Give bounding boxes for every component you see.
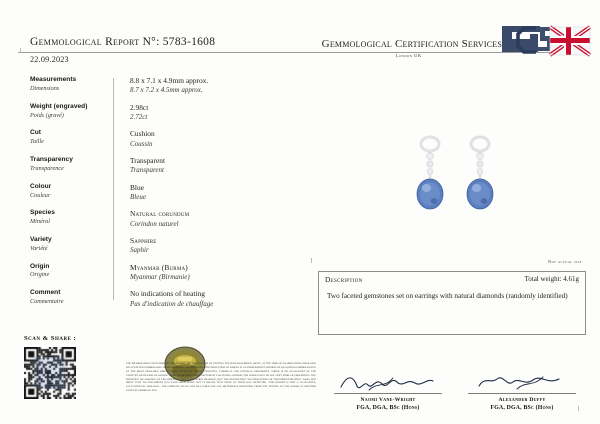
value-en: Cushion — [130, 129, 155, 139]
row-label — [30, 129, 108, 149]
label-en: Variety — [30, 235, 52, 243]
label-fr: Commentaire — [30, 298, 64, 306]
row-label — [30, 209, 108, 229]
signature-line — [468, 393, 576, 394]
row-label — [30, 103, 108, 123]
organization-location: London UK — [395, 53, 422, 58]
total-weight: Total weight: 4.61g — [524, 275, 579, 283]
row-label — [30, 156, 108, 176]
table-row — [30, 289, 312, 309]
value-en: Sapphire — [130, 235, 157, 245]
row-label — [30, 289, 108, 309]
row-label — [30, 76, 108, 96]
signature-block — [462, 372, 582, 413]
value-fr: Myanmar (Birmanie) — [130, 272, 190, 281]
row-value — [108, 129, 155, 149]
label-en: Origin — [30, 262, 50, 270]
page-title: Gemmological Report N°: 5783-1608 — [30, 36, 216, 48]
scan-share-label: Scan & Share : — [24, 335, 77, 342]
value-fr: Pas d'indication de chauffage — [130, 299, 214, 308]
edge-registration-mark — [578, 406, 579, 411]
value-fr: 2.72ct — [130, 113, 148, 122]
label-en: Transparency — [30, 155, 73, 163]
row-value — [108, 263, 190, 283]
table-row — [30, 263, 312, 283]
signatory-name: Alexander Duffy — [498, 397, 546, 403]
label-fr: Taille — [30, 138, 44, 146]
disclaimer-text: THE INFORMATION CONTAINED IN THIS REPORT ARE THE RESULTS OF TESTING THE ITEM DESCRIBED ABOVE, AT THE TIME OF EXAMINATION AND BASED ON ACCEPTED GEMMOLOGICAL INSTRUMENTS AND METHODS. THE INDICATION OF ORIGIN IS AN INDEPENDENT OPINION OF QUALIFIED GEMMOLOGISTS OF THE MOST PROBABLE ORIGIN USING INTERNAL CHARACTERISTICS, CHEMICAL AND PHYSICAL PROPERTIES. THERE IS NO GUARANTEE OF THE COUNTRY OR REGION OF ORIGIN. SOME GEMSTONES FROM DIFFERENT LOCATIONS AROUND THE WORLD MAY SHARE VERY SIMILAR PROPERTIES. THE PRESENCE OR ABSENCE OF TREATMENT IS INDICATED WHEN POSSIBLE, BUT THE INSCRIPTION "NO INDICATIONS OF TREATMENT/HEATING" DOES NOT IMPLY THAT NO TREATMENT HAS EVER BEEN MADE BUT IT MEANS THAT NONE OF THEM WAS DETECTED. THIS REPORT IS NOT A GUARANTEE, VALUATION OR APPRAISAL. THE COMPANY SHALL NOT BE LIABLE FOR ANY DIFFERENCE RESULTING FROM THE TESTING OF THE GOODS AT ANOTHER PARTY IN GEMROAD LTD. — [126, 362, 316, 393]
row-value — [108, 76, 208, 96]
value-en: Myanmar (Burma) — [130, 262, 188, 272]
row-value — [108, 103, 148, 123]
label-en: Measurements — [30, 76, 77, 83]
label-en: Cut — [30, 129, 41, 137]
signature-line — [334, 393, 442, 394]
report-title-block — [30, 36, 290, 48]
qr-code[interactable] — [24, 347, 76, 399]
earring-right-image — [456, 132, 504, 250]
value-fr: 8.7 x 7.2 x 4.5mm approx. — [130, 86, 203, 95]
label-en: Comment — [30, 289, 61, 297]
value-fr: Bleue — [130, 192, 146, 201]
label-fr: Couleur — [30, 191, 51, 199]
edge-registration-mark — [311, 258, 312, 263]
row-label — [30, 236, 108, 256]
organization-block — [322, 38, 502, 58]
row-label — [30, 183, 108, 203]
table-row — [30, 209, 312, 229]
table-row — [30, 183, 312, 203]
row-value — [108, 209, 189, 229]
report-date: 22.09.2023 — [30, 55, 69, 64]
value-fr: Corindon naturel — [130, 219, 179, 228]
label-fr: Variété — [30, 244, 48, 252]
value-fr: Saphir — [130, 246, 149, 255]
gcs-logo — [500, 22, 592, 64]
label-en: Species — [30, 209, 55, 217]
edge-registration-mark — [20, 48, 21, 53]
label-en: Colour — [30, 182, 52, 190]
value-en: Transparent — [130, 155, 166, 165]
description-box — [318, 271, 586, 335]
table-row — [30, 156, 312, 176]
signature-mark — [328, 372, 448, 392]
row-label — [30, 263, 108, 283]
table-row — [30, 103, 312, 123]
value-en: Blue — [130, 182, 144, 192]
label-en: Weight (engraved) — [30, 102, 88, 110]
value-en: Natural corundum — [130, 209, 190, 219]
table-row — [30, 129, 312, 149]
value-en: 2.98ct — [130, 102, 149, 112]
label-fr: Poids (gravé) — [30, 111, 64, 119]
table-row — [30, 236, 312, 256]
row-value — [108, 183, 146, 203]
table-row — [30, 76, 312, 96]
label-fr: Origine — [30, 271, 50, 279]
value-en: No indications of heating — [130, 289, 205, 299]
description-header — [325, 275, 579, 289]
description-title: Description — [325, 275, 363, 284]
label-fr: Transparence — [30, 164, 64, 172]
earring-left-image — [406, 132, 454, 250]
row-value — [108, 289, 213, 309]
organization-name: Gemmological Certification Services — [321, 38, 502, 50]
signatory-qualifications: FGA, DGA, BSc (Hons) — [356, 405, 420, 412]
row-value — [108, 156, 165, 176]
value-en: 8.8 x 7.1 x 4.9mm approx. — [130, 76, 209, 85]
photo-caption: Not actual size — [547, 259, 582, 264]
signature-block — [328, 372, 448, 413]
row-value — [108, 236, 157, 256]
value-fr: Coussin — [130, 139, 153, 148]
value-fr: Transparent — [130, 166, 164, 175]
signature-mark — [462, 372, 582, 392]
properties-table — [30, 76, 312, 316]
signatory-qualifications: FGA, DGA, BSc (Hons) — [490, 405, 554, 412]
specimen-photo — [398, 132, 514, 250]
label-fr: Minéral — [30, 218, 50, 226]
signatory-name: Naomi Vane-Wright — [360, 397, 416, 403]
label-fr: Dimensions — [30, 84, 60, 92]
description-text: Two faceted gemstones set on earrings with natural diamonds (randomly identified) — [327, 292, 568, 300]
